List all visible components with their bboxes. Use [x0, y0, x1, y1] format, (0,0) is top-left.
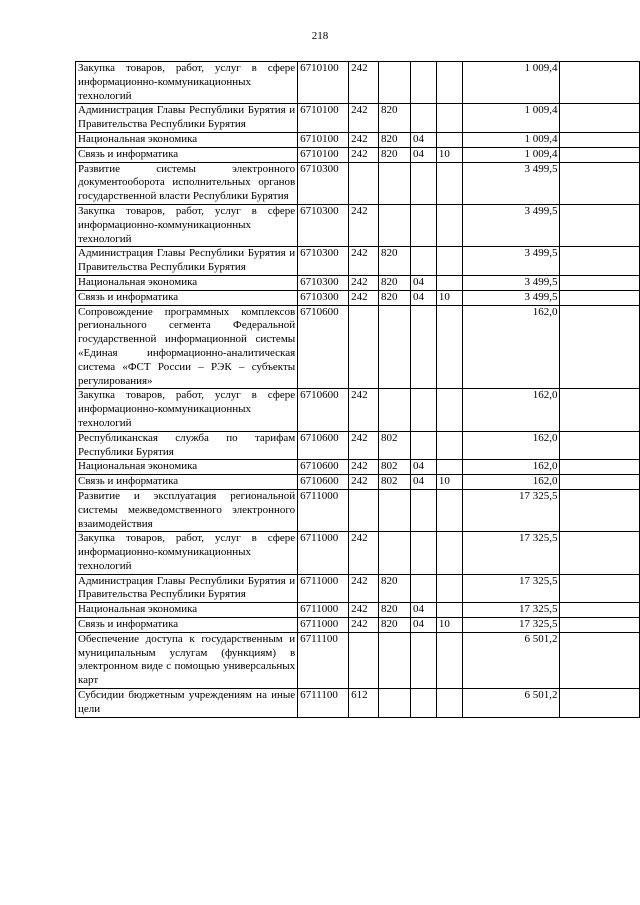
- row-pr-cell: [436, 389, 462, 431]
- row-vr-cell: 612: [349, 689, 379, 718]
- row-gr-cell: 820: [379, 247, 411, 276]
- table-row: [76, 460, 640, 475]
- row-code-cell: 6710600: [298, 431, 349, 460]
- row-extra-cell: [560, 632, 640, 688]
- row-vr-cell: 242: [349, 62, 379, 104]
- row-gr-cell: 820: [379, 290, 411, 305]
- row-gr-cell: 820: [379, 147, 411, 162]
- row-vr-cell: 242: [349, 532, 379, 574]
- table-row: [76, 305, 640, 389]
- row-extra-cell: [560, 603, 640, 618]
- row-pr-cell: [436, 689, 462, 718]
- row-name-cell: Национальная экономика: [76, 275, 298, 290]
- row-code-cell: 6710300: [298, 204, 349, 246]
- row-rz-cell: [410, 247, 436, 276]
- table-row: [76, 204, 640, 246]
- row-code-cell: 6710100: [298, 104, 349, 133]
- row-sum-cell: 17 325,5: [462, 532, 560, 574]
- row-code-cell: 6710600: [298, 389, 349, 431]
- row-extra-cell: [560, 475, 640, 490]
- row-pr-cell: [436, 489, 462, 531]
- row-extra-cell: [560, 460, 640, 475]
- row-extra-cell: [560, 532, 640, 574]
- table-row: [76, 132, 640, 147]
- row-code-cell: 6710100: [298, 147, 349, 162]
- row-gr-cell: 820: [379, 603, 411, 618]
- row-code-cell: 6710300: [298, 275, 349, 290]
- row-code-cell: 6710300: [298, 162, 349, 204]
- row-gr-cell: [379, 162, 411, 204]
- table-row: [76, 389, 640, 431]
- row-extra-cell: [560, 305, 640, 389]
- row-rz-cell: 04: [410, 618, 436, 633]
- row-gr-cell: [379, 204, 411, 246]
- row-pr-cell: [436, 305, 462, 389]
- row-pr-cell: [436, 247, 462, 276]
- table-row: [76, 290, 640, 305]
- row-sum-cell: 162,0: [462, 475, 560, 490]
- row-extra-cell: [560, 689, 640, 718]
- row-vr-cell: 242: [349, 431, 379, 460]
- budget-table-body: [76, 62, 640, 718]
- row-name-cell: Национальная экономика: [76, 132, 298, 147]
- row-sum-cell: 162,0: [462, 460, 560, 475]
- row-code-cell: 6710100: [298, 132, 349, 147]
- row-vr-cell: 242: [349, 389, 379, 431]
- row-rz-cell: [410, 532, 436, 574]
- row-rz-cell: [410, 689, 436, 718]
- row-rz-cell: [410, 204, 436, 246]
- row-sum-cell: 3 499,5: [462, 290, 560, 305]
- row-rz-cell: [410, 574, 436, 603]
- row-vr-cell: [349, 162, 379, 204]
- row-name-cell: Закупка товаров, работ, услуг в сфере информационно-коммуникационных технологий: [76, 62, 298, 104]
- row-gr-cell: [379, 689, 411, 718]
- row-rz-cell: [410, 431, 436, 460]
- row-name-cell: Развитие и эксплуатация региональной системы межведомственного электронного взаимодействия: [76, 489, 298, 531]
- row-vr-cell: 242: [349, 603, 379, 618]
- row-pr-cell: [436, 532, 462, 574]
- row-sum-cell: 1 009,4: [462, 132, 560, 147]
- row-gr-cell: 820: [379, 574, 411, 603]
- table-row: [76, 632, 640, 688]
- row-name-cell: Развитие системы электронного документооборота исполнительных органов государственной власти Республики Бурятия: [76, 162, 298, 204]
- table-row: [76, 62, 640, 104]
- row-extra-cell: [560, 290, 640, 305]
- row-rz-cell: [410, 62, 436, 104]
- row-pr-cell: [436, 132, 462, 147]
- table-row: [76, 247, 640, 276]
- row-extra-cell: [560, 275, 640, 290]
- row-gr-cell: [379, 305, 411, 389]
- row-gr-cell: [379, 389, 411, 431]
- row-pr-cell: 10: [436, 475, 462, 490]
- table-row: [76, 618, 640, 633]
- row-code-cell: 6711000: [298, 532, 349, 574]
- row-rz-cell: [410, 489, 436, 531]
- row-name-cell: Связь и информатика: [76, 290, 298, 305]
- row-rz-cell: 04: [410, 132, 436, 147]
- table-row: [76, 147, 640, 162]
- row-name-cell: Национальная экономика: [76, 603, 298, 618]
- row-sum-cell: 1 009,4: [462, 62, 560, 104]
- row-sum-cell: 162,0: [462, 305, 560, 389]
- row-sum-cell: 17 325,5: [462, 603, 560, 618]
- row-pr-cell: [436, 574, 462, 603]
- row-code-cell: 6711000: [298, 603, 349, 618]
- row-gr-cell: 820: [379, 275, 411, 290]
- table-row: [76, 532, 640, 574]
- row-sum-cell: 3 499,5: [462, 162, 560, 204]
- row-gr-cell: [379, 532, 411, 574]
- row-code-cell: 6710600: [298, 475, 349, 490]
- row-vr-cell: 242: [349, 618, 379, 633]
- row-rz-cell: 04: [410, 475, 436, 490]
- row-gr-cell: 820: [379, 104, 411, 133]
- table-row: [76, 104, 640, 133]
- table-row: [76, 162, 640, 204]
- row-rz-cell: [410, 632, 436, 688]
- row-extra-cell: [560, 132, 640, 147]
- row-extra-cell: [560, 162, 640, 204]
- row-gr-cell: 820: [379, 618, 411, 633]
- row-extra-cell: [560, 618, 640, 633]
- table-row: [76, 689, 640, 718]
- row-extra-cell: [560, 247, 640, 276]
- row-vr-cell: 242: [349, 574, 379, 603]
- row-name-cell: Администрация Главы Республики Бурятия и Правительства Республики Бурятия: [76, 574, 298, 603]
- row-pr-cell: [436, 104, 462, 133]
- row-code-cell: 6710300: [298, 247, 349, 276]
- row-extra-cell: [560, 147, 640, 162]
- row-rz-cell: 04: [410, 147, 436, 162]
- row-pr-cell: [436, 162, 462, 204]
- row-sum-cell: 3 499,5: [462, 247, 560, 276]
- row-code-cell: 6710600: [298, 305, 349, 389]
- row-name-cell: Субсидии бюджетным учреждениям на иные цели: [76, 689, 298, 718]
- row-sum-cell: 17 325,5: [462, 489, 560, 531]
- row-vr-cell: [349, 489, 379, 531]
- row-gr-cell: [379, 62, 411, 104]
- row-sum-cell: 162,0: [462, 389, 560, 431]
- row-name-cell: Администрация Главы Республики Бурятия и Правительства Республики Бурятия: [76, 104, 298, 133]
- row-pr-cell: 10: [436, 618, 462, 633]
- row-sum-cell: 6 501,2: [462, 632, 560, 688]
- row-vr-cell: [349, 632, 379, 688]
- row-sum-cell: 3 499,5: [462, 204, 560, 246]
- row-extra-cell: [560, 574, 640, 603]
- row-code-cell: 6710600: [298, 460, 349, 475]
- row-extra-cell: [560, 489, 640, 531]
- row-name-cell: Администрация Главы Республики Бурятия и Правительства Республики Бурятия: [76, 247, 298, 276]
- row-sum-cell: 17 325,5: [462, 618, 560, 633]
- row-gr-cell: 802: [379, 475, 411, 490]
- row-name-cell: Сопровождение программных комплексов регионального сегмента Федеральной государственной информационной системы «Единая информационно-аналитическая система «ФСТ России – РЭК – субъекты регулирования»: [76, 305, 298, 389]
- row-code-cell: 6710100: [298, 62, 349, 104]
- row-name-cell: Связь и информатика: [76, 618, 298, 633]
- row-name-cell: Республиканская служба по тарифам Республики Бурятия: [76, 431, 298, 460]
- row-rz-cell: [410, 162, 436, 204]
- row-rz-cell: [410, 305, 436, 389]
- row-code-cell: 6711100: [298, 632, 349, 688]
- row-rz-cell: 04: [410, 460, 436, 475]
- row-rz-cell: [410, 104, 436, 133]
- row-sum-cell: 6 501,2: [462, 689, 560, 718]
- table-row: [76, 431, 640, 460]
- row-name-cell: Обеспечение доступа к государственным и муниципальным услугам (функциям) в электронном виде с помощью универсальных карт: [76, 632, 298, 688]
- row-gr-cell: 802: [379, 431, 411, 460]
- row-vr-cell: 242: [349, 290, 379, 305]
- row-name-cell: Закупка товаров, работ, услуг в сфере информационно-коммуникационных технологий: [76, 532, 298, 574]
- table-row: [76, 275, 640, 290]
- row-gr-cell: 802: [379, 460, 411, 475]
- row-extra-cell: [560, 62, 640, 104]
- row-rz-cell: 04: [410, 290, 436, 305]
- row-gr-cell: [379, 489, 411, 531]
- row-name-cell: Связь и информатика: [76, 147, 298, 162]
- row-gr-cell: [379, 632, 411, 688]
- row-pr-cell: [436, 431, 462, 460]
- row-code-cell: 6711000: [298, 618, 349, 633]
- row-code-cell: 6710300: [298, 290, 349, 305]
- row-pr-cell: [436, 62, 462, 104]
- row-vr-cell: 242: [349, 132, 379, 147]
- budget-table: [75, 61, 640, 718]
- row-gr-cell: 820: [379, 132, 411, 147]
- row-extra-cell: [560, 204, 640, 246]
- table-row: [76, 475, 640, 490]
- row-pr-cell: 10: [436, 147, 462, 162]
- row-sum-cell: 1 009,4: [462, 147, 560, 162]
- row-rz-cell: 04: [410, 275, 436, 290]
- row-code-cell: 6711000: [298, 489, 349, 531]
- table-row: [76, 489, 640, 531]
- row-pr-cell: [436, 460, 462, 475]
- row-name-cell: Национальная экономика: [76, 460, 298, 475]
- row-pr-cell: [436, 275, 462, 290]
- row-extra-cell: [560, 104, 640, 133]
- page-number: 218: [311, 30, 329, 42]
- row-pr-cell: 10: [436, 290, 462, 305]
- row-pr-cell: [436, 204, 462, 246]
- row-vr-cell: 242: [349, 247, 379, 276]
- row-name-cell: Связь и информатика: [76, 475, 298, 490]
- table-row: [76, 603, 640, 618]
- row-code-cell: 6711000: [298, 574, 349, 603]
- row-extra-cell: [560, 431, 640, 460]
- row-rz-cell: [410, 389, 436, 431]
- row-name-cell: Закупка товаров, работ, услуг в сфере информационно-коммуникационных технологий: [76, 204, 298, 246]
- row-sum-cell: 162,0: [462, 431, 560, 460]
- row-vr-cell: 242: [349, 475, 379, 490]
- row-code-cell: 6711100: [298, 689, 349, 718]
- row-sum-cell: 3 499,5: [462, 275, 560, 290]
- row-vr-cell: 242: [349, 460, 379, 475]
- row-pr-cell: [436, 632, 462, 688]
- row-sum-cell: 17 325,5: [462, 574, 560, 603]
- row-vr-cell: 242: [349, 204, 379, 246]
- row-extra-cell: [560, 389, 640, 431]
- row-name-cell: Закупка товаров, работ, услуг в сфере информационно-коммуникационных технологий: [76, 389, 298, 431]
- row-vr-cell: 242: [349, 275, 379, 290]
- row-sum-cell: 1 009,4: [462, 104, 560, 133]
- row-vr-cell: [349, 305, 379, 389]
- row-rz-cell: 04: [410, 603, 436, 618]
- table-row: [76, 574, 640, 603]
- row-pr-cell: [436, 603, 462, 618]
- row-vr-cell: 242: [349, 104, 379, 133]
- row-vr-cell: 242: [349, 147, 379, 162]
